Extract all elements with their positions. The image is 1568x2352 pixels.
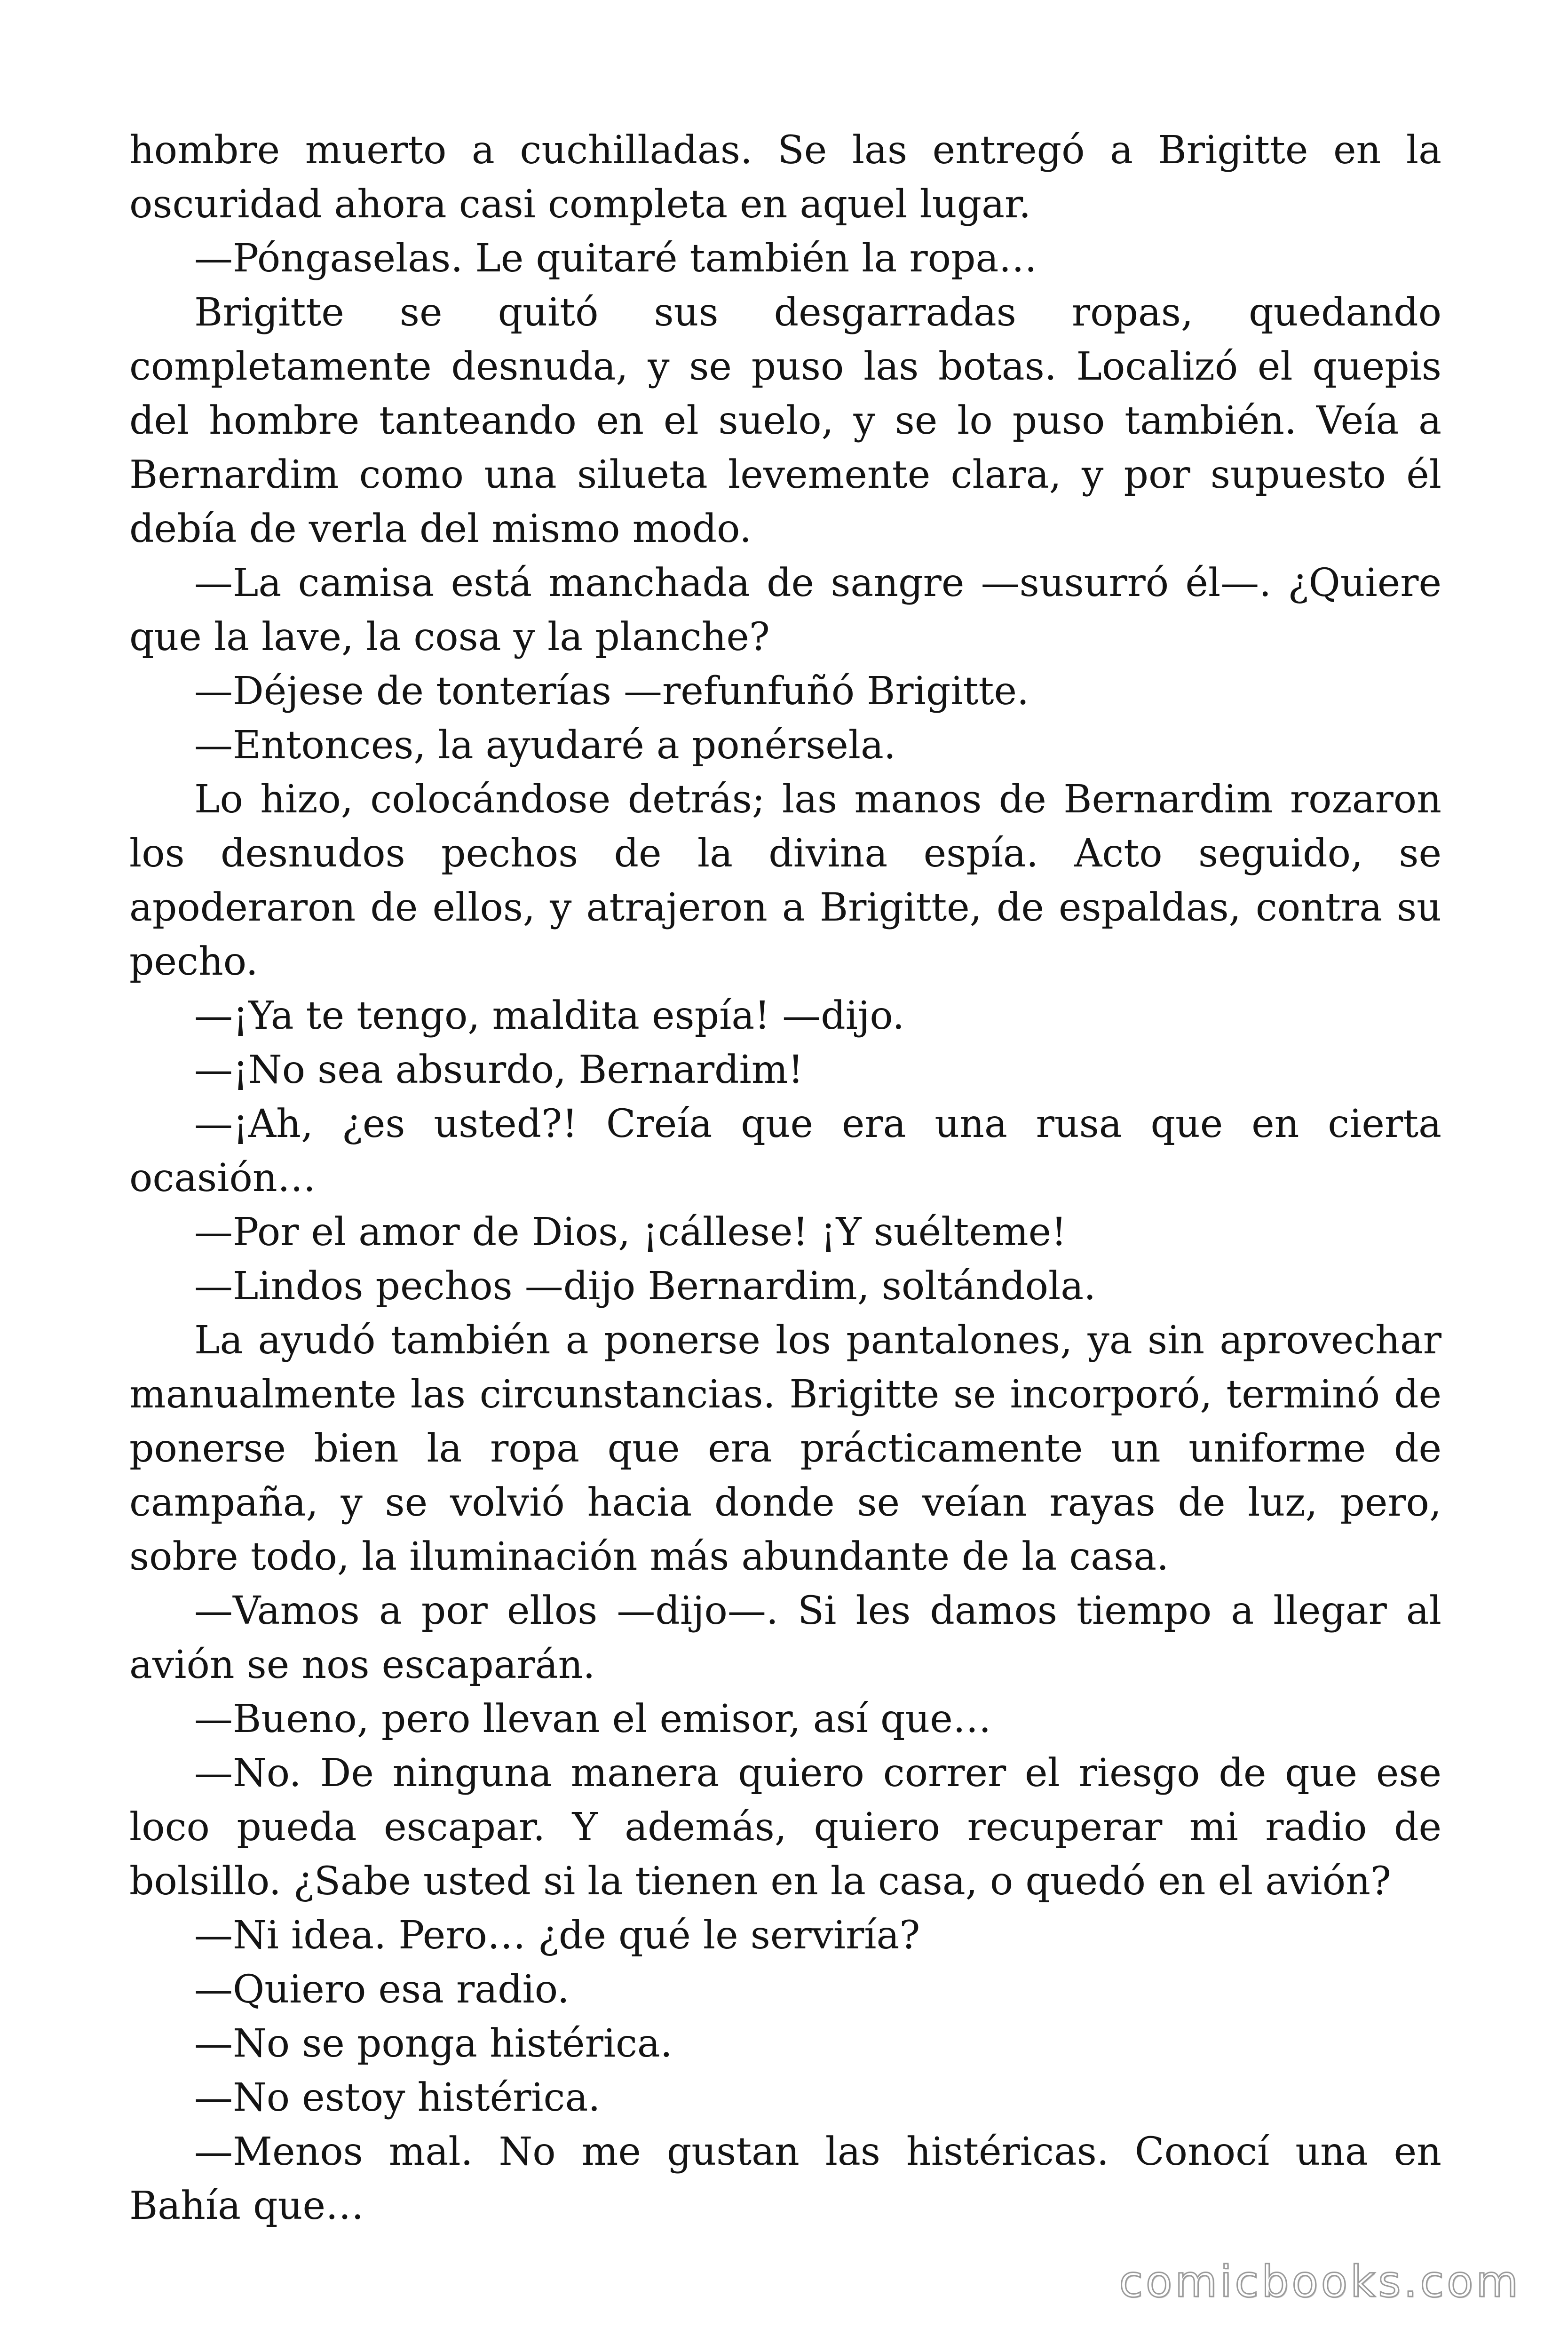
paragraph: —Ni idea. Pero… ¿de qué le serviría? bbox=[194, 1913, 920, 1958]
paragraph: —¡Ah, ¿es usted?! Creía que era una rusa que en cierta ocasión… bbox=[129, 1102, 1441, 1200]
paragraph: —¡Ya te tengo, maldita espía! —dijo. bbox=[194, 993, 905, 1038]
paragraph: —La camisa está manchada de sangre —susurró él—. ¿Quiere que la lave, la cosa y la planche? bbox=[129, 561, 1441, 660]
paragraph: —¡No sea absurdo, Bernardim! bbox=[194, 1048, 804, 1092]
paragraph: —No estoy histérica. bbox=[194, 2075, 601, 2120]
paragraph: —Menos mal. No me gustan las histéricas. Conocí una en Bahía que… bbox=[129, 2130, 1441, 2228]
paragraph: —Vamos a por ellos —dijo—. Si les damos tiempo a llegar al avión se nos escaparán. bbox=[129, 1589, 1441, 1687]
paragraph: —Bueno, pero llevan el emisor, así que… bbox=[194, 1697, 991, 1741]
paragraph: —No se ponga histérica. bbox=[194, 2021, 673, 2066]
paragraph: hombre muerto a cuchilladas. Se las entregó a Brigitte en la oscuridad ahora casi completa en aquel lugar. bbox=[129, 128, 1441, 227]
paragraph: —Quiero esa radio. bbox=[194, 1967, 570, 2012]
paragraph: —Lindos pechos —dijo Bernardim, soltándola. bbox=[194, 1264, 1096, 1309]
paragraph: —Póngaselas. Le quitaré también la ropa… bbox=[194, 236, 1037, 281]
page-text bbox=[129, 123, 1441, 2233]
watermark: comicbooks.com bbox=[1119, 2257, 1521, 2307]
paragraph: —Por el amor de Dios, ¡cállese! ¡Y suélteme! bbox=[194, 1210, 1067, 1255]
paragraph: —Déjese de tonterías —refunfuñó Brigitte. bbox=[194, 669, 1029, 714]
paragraph: —No. De ninguna manera quiero correr el riesgo de que ese loco pueda escapar. Y además, quiero recuperar mi radio de bolsillo. ¿Sabe usted si la tienen en la casa, o quedó en el avión? bbox=[129, 1751, 1441, 1904]
paragraph: Brigitte se quitó sus desgarradas ropas, quedando completamente desnuda, y se puso las botas. Localizó el quepis del hombre tanteando en el suelo, y se lo puso también. Veía a Bernardim como una silueta levemente clara, y por supuesto él debía de verla del mismo modo. bbox=[129, 290, 1441, 551]
paragraph: La ayudó también a ponerse los pantalones, ya sin aprovechar manualmente las circunstancias. Brigitte se incorporó, terminó de ponerse bien la ropa que era prácticamente un uniforme de campaña, y se volvió hacia donde se veían rayas de luz, pero, sobre todo, la iluminación más abundante de la casa. bbox=[129, 1318, 1441, 1579]
paragraph: —Entonces, la ayudaré a ponérsela. bbox=[194, 723, 896, 768]
paragraph: Lo hizo, colocándose detrás; las manos de Bernardim rozaron los desnudos pechos de la divina espía. Acto seguido, se apoderaron de ellos, y atrajeron a Brigitte, de espaldas, contra su pecho. bbox=[129, 777, 1441, 984]
